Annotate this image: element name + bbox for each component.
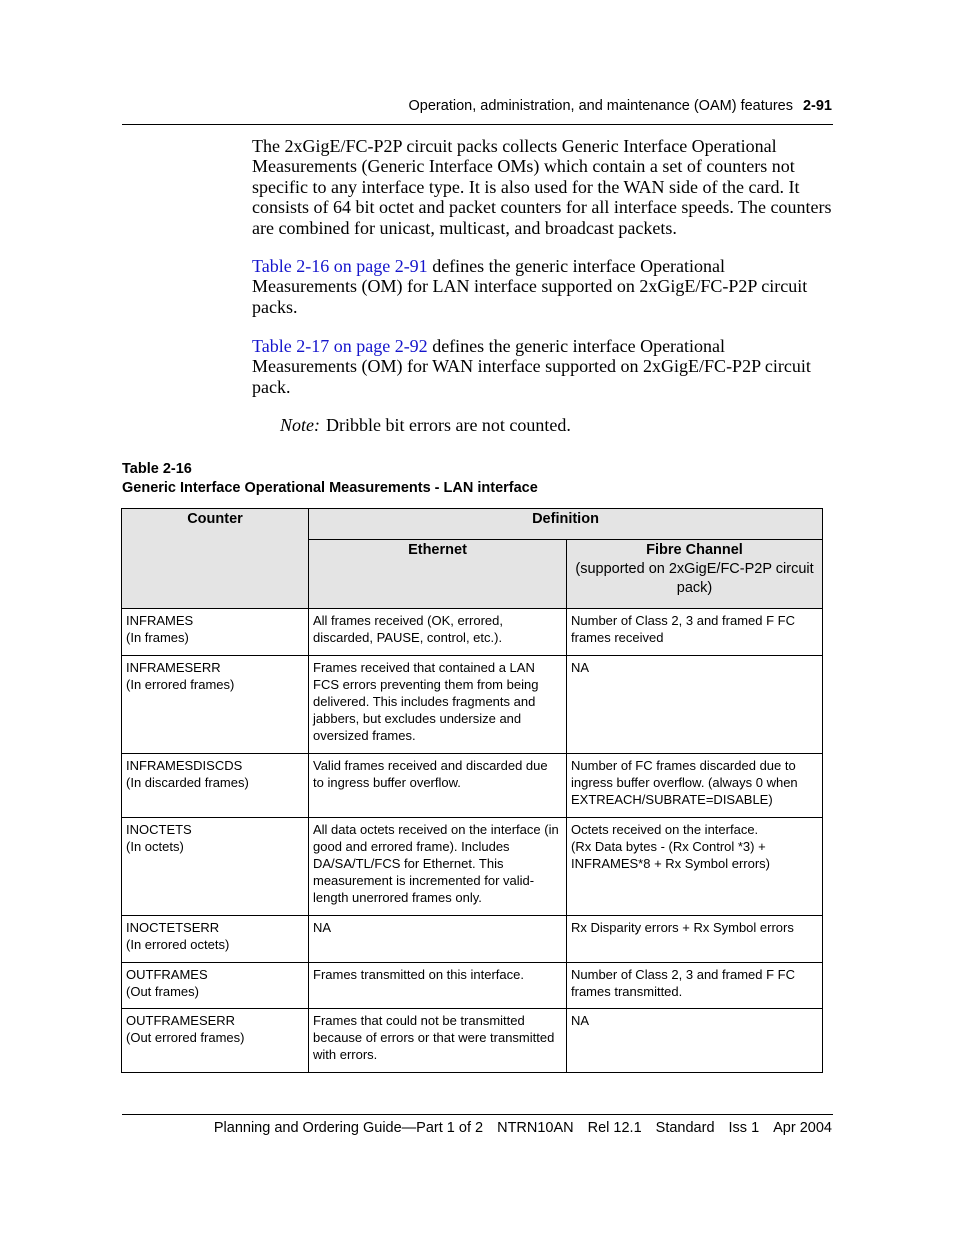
footer-rule: [122, 1114, 833, 1115]
header-fibre-channel: [567, 540, 823, 609]
fibre-channel-cell: Number of Class 2, 3 and framed F FC frames received: [567, 609, 823, 656]
ethernet-cell: All frames received (OK, errored, discarded, PAUSE, control, etc.).: [309, 609, 567, 656]
paragraph3-text: defines the generic interface Operational Measurements (OM) for WAN interface supported on 2xGigE/FC-P2P circuit pack.: [252, 336, 811, 397]
header-definition: Definition: [309, 509, 823, 540]
counter-name: OUTFRAMES: [126, 967, 208, 982]
fibre-channel-cell: NA: [567, 656, 823, 754]
counter-name: OUTFRAMESERR: [126, 1013, 236, 1028]
counter-description: (In frames): [126, 630, 189, 645]
intro-paragraph: The 2xGigE/FC-P2P circuit packs collects Generic Interface Operational Measurements (Generic Interface OMs) which contain a set of counters not specific to any interface type. It is also used for the WAN side of the card. It consists of 64 bit octet and packet counters for all interface speeds. The counters are combined for unicast, multicast, and broadcast packets.: [252, 136, 832, 238]
fibre-channel-cell: Number of Class 2, 3 and framed F FC frames transmitted.: [567, 963, 823, 1009]
table-row: [122, 656, 823, 754]
fibre-channel-cell: Number of FC frames discarded due to ingress buffer overflow. (always 0 when EXTREACH/SUBRATE=DISABLE): [567, 754, 823, 818]
ethernet-cell: Frames transmitted on this interface.: [309, 963, 567, 1009]
counter-name: INOCTETSERR: [126, 920, 220, 935]
footer-guide: Planning and Ordering Guide—Part 1 of 2: [213, 1120, 484, 1136]
counter-description: (In discarded frames): [126, 775, 249, 790]
ethernet-cell: Frames received that contained a LAN FCS errors preventing them from being delivered. This includes fragments and jabbers, but excludes undersize and oversized frames.: [309, 656, 567, 754]
fibre-channel-cell: Rx Disparity errors + Rx Symbol errors: [567, 916, 823, 963]
table-2-16-link[interactable]: Table 2-16 on page 2-91: [252, 256, 428, 276]
table-2-17-link[interactable]: Table 2-17 on page 2-92: [252, 336, 428, 356]
running-header: [409, 98, 832, 114]
note: [280, 415, 571, 435]
counter-description: (In errored octets): [126, 937, 230, 952]
counter-cell: [122, 1009, 309, 1073]
footer-release: Rel 12.1: [587, 1120, 642, 1136]
om-table: [121, 508, 823, 1073]
footer-status: Standard: [655, 1120, 715, 1136]
header-fibre-channel-note: (supported on 2xGigE/FC-P2P circuit pack): [575, 561, 814, 596]
table-2-16-reference-paragraph: [252, 256, 834, 317]
ethernet-cell: Frames that could not be transmitted because of errors or that were transmitted with errors.: [309, 1009, 567, 1073]
note-label: Note:: [280, 415, 320, 435]
paragraph2-text: defines the generic interface Operational Measurements (OM) for LAN interface supported on 2xGigE/FC-P2P circuit packs.: [252, 256, 808, 317]
table-row: [122, 916, 823, 963]
ethernet-cell: Valid frames received and discarded due to ingress buffer overflow.: [309, 754, 567, 818]
counter-name: INFRAMESDISCDS: [126, 758, 243, 773]
footer-doc-id: NTRN10AN: [497, 1120, 574, 1136]
fibre-channel-cell: [567, 818, 823, 916]
footer-issue: Iss 1: [728, 1120, 760, 1136]
counter-cell: [122, 916, 309, 963]
counter-description: (In errored frames): [126, 677, 235, 692]
counter-cell: [122, 656, 309, 754]
running-footer: [214, 1120, 832, 1136]
fibre-channel-line-1: Octets received on the interface.: [571, 822, 759, 837]
section-title: Operation, administration, and maintenance (OAM) features: [408, 98, 793, 114]
counter-name: INFRAMESERR: [126, 660, 221, 675]
note-text: Dribble bit errors are not counted.: [326, 415, 571, 435]
counter-cell: [122, 754, 309, 818]
footer-date: Apr 2004: [773, 1120, 832, 1136]
table-row: [122, 754, 823, 818]
counter-description: (Out errored frames): [126, 1030, 245, 1045]
header-ethernet: Ethernet: [309, 540, 567, 609]
table-row: [122, 963, 823, 1009]
ethernet-cell: All data octets received on the interface (in good and errored frame). Includes DA/SA/TL/FCS for Ethernet. This measurement is incremented for valid-length unerrored frames only.: [309, 818, 567, 916]
ethernet-cell: NA: [309, 916, 567, 963]
counter-cell: [122, 963, 309, 1009]
counter-description: (Out frames): [126, 984, 199, 999]
counter-cell: [122, 609, 309, 656]
header-fibre-channel-title: Fibre Channel: [646, 542, 743, 558]
header-rule: [122, 124, 833, 125]
counter-name: INOCTETS: [126, 822, 192, 837]
page-number: 2-91: [802, 98, 832, 114]
table-row: [122, 609, 823, 656]
header-counter: Counter: [122, 509, 309, 609]
fibre-channel-line-2: (Rx Data bytes - (Rx Control *3) + INFRAMES*8 + Rx Symbol errors): [571, 839, 771, 871]
table-row: [122, 818, 823, 916]
counter-description: (In octets): [126, 839, 184, 854]
table-2-17-reference-paragraph: [252, 336, 834, 397]
counter-cell: [122, 818, 309, 916]
table-caption-number: Table 2-16: [122, 461, 192, 477]
table-row: [122, 1009, 823, 1073]
table-caption-title: Generic Interface Operational Measurements - LAN interface: [122, 480, 538, 496]
counter-name: INFRAMES: [126, 613, 194, 628]
fibre-channel-cell: NA: [567, 1009, 823, 1073]
